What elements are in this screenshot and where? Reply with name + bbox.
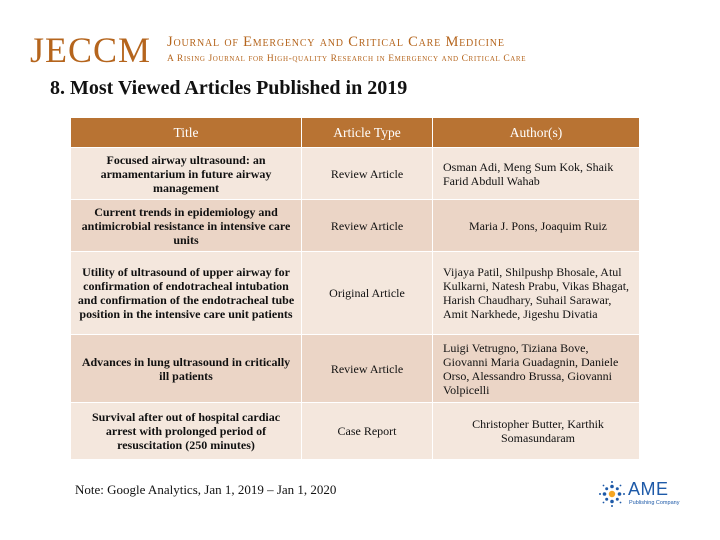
journal-logo: JECCM [30, 30, 152, 70]
articles-table [70, 117, 640, 460]
article-type: Review Article [302, 148, 433, 200]
journal-subtitle: A Rising Journal for High-quality Research in Emergency and Critical Care [167, 54, 527, 64]
publisher-name: AME [628, 479, 669, 499]
article-authors: Vijaya Patil, Shilpushp Bhosale, Atul Kulkarni, Natesh Prabu, Vikas Bhagat, Harish Chaudhary, Suhail Sarawar, Amit Narkhede, Jigeshu Divatia [433, 252, 640, 335]
article-type: Review Article [302, 335, 433, 403]
table-row [71, 403, 640, 460]
table-row [71, 148, 640, 200]
column-header-authors: Author(s) [433, 118, 640, 148]
column-header-title: Title [71, 118, 302, 148]
article-type: Original Article [302, 252, 433, 335]
article-title: Advances in lung ultrasound in critically ill patients [71, 335, 302, 403]
table-row [71, 200, 640, 252]
article-authors: Maria J. Pons, Joaquim Ruiz [433, 200, 640, 252]
ame-globe-icon [598, 480, 626, 508]
table-row [71, 252, 640, 335]
table-header-row [71, 118, 640, 148]
article-authors: Osman Adi, Meng Sum Kok, Shaik Farid Abdull Wahab [433, 148, 640, 200]
article-type: Case Report [302, 403, 433, 460]
journal-name: Journal of Emergency and Critical Care Medicine [167, 34, 505, 50]
article-title: Current trends in epidemiology and antimicrobial resistance in intensive care units [71, 200, 302, 252]
article-authors: Christopher Butter, Karthik Somasundaram [433, 403, 640, 460]
article-title: Survival after out of hospital cardiac arrest with prolonged period of resuscitation (250 minutes) [71, 403, 302, 460]
article-title: Focused airway ultrasound: an armamentarium in future airway management [71, 148, 302, 200]
table-row [71, 335, 640, 403]
column-header-type: Article Type [302, 118, 433, 148]
article-authors: Luigi Vetrugno, Tiziana Bove, Giovanni Maria Guadagnin, Daniele Orso, Alessandro Brussa, Giovanni Volpicelli [433, 335, 640, 403]
page-title: 8. Most Viewed Articles Published in 2019 [50, 77, 408, 99]
source-note: Note: Google Analytics, Jan 1, 2019 – Jan 1, 2020 [75, 482, 337, 497]
publisher-subtitle: Publishing Company [629, 500, 680, 506]
article-type: Review Article [302, 200, 433, 252]
article-title: Utility of ultrasound of upper airway for confirmation of endotracheal intubation and confirmation of the endotracheal tube position in the intensive care unit patients [71, 252, 302, 335]
publisher-logo [598, 476, 688, 516]
journal-header [30, 30, 690, 70]
